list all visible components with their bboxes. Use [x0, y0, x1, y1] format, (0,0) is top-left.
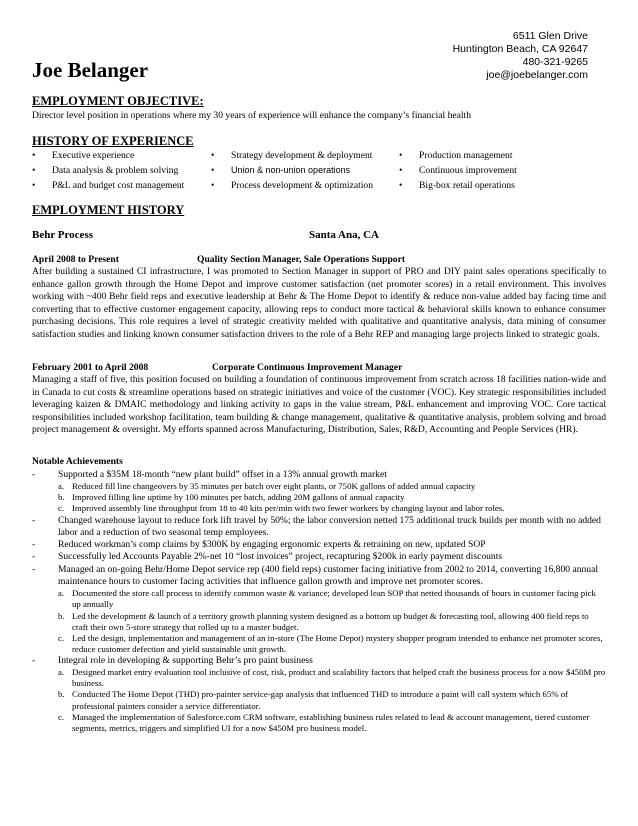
- objective-text: Director level position in operations where my 30 years of experience will enhance the company’s financial health: [32, 110, 472, 121]
- achievement-subitem: c. Managed the implementation of Salesforce.com CRM software, establishing business rules related to lead & account management, tiered customer segments, metrics, triggers and simplified UI for a now $450M pro business model.: [58, 711, 590, 733]
- company-name: Behr Process: [32, 229, 93, 241]
- experience-item: Data analysis & problem solving: [52, 165, 179, 176]
- job1-dates: April 2008 to Present: [32, 254, 119, 265]
- experience-item: Process development & optimization: [231, 180, 374, 191]
- history-heading: EMPLOYMENT HISTORY: [32, 203, 185, 217]
- experience-item: Production management: [419, 150, 513, 161]
- job2-title: Corporate Continuous Improvement Manager: [212, 362, 403, 373]
- achievement-item: - Managed an on-going Behr/Home Depot service rep (400 field reps) customer facing initiative from 2002 to 2014, converting 16,800 annual maintenance hours to customer facing activities that influence gallon growth and improve net promoter scores. a. Documented the store call process to identify common waste & variance; developed lean SOP that netted thousands of hours in customer facing pick up annually b. Led the development & launch of a territory growth planning system designed as a bottom up budget & forecasting tool, allowing 400 field reps to craft their own 5-store strategy that rolled up to a master budget. c. Led the design, implementation and management of an in-store (The Home Depot) mystery shopper program intended to enhance net promoter scores, reduce customer defection and yield sustainable unit growth.: [32, 564, 606, 655]
- achievement-subitem: b. Improved filling line uptime by 100 minutes per batch, adding 20M gallons of annual capacity: [58, 492, 405, 503]
- achievement-item: - Integral role in developing & supporting Behr’s pro paint business a. Designed market entry evaluation tool inclusive of cost, risk, product and scalability factors that helped craft the business process for a now $450M pro business. b. Conducted The Home Depot (THD) pro-painter service-gap analysis that influenced THD to introduce a paint will call system which 65% of professional painters consider a service differentiator. c. Managed the implementation of Salesforce.com CRM software, establishing business rules related to lead & account management, tiered customer segments, metrics, triggers and simplified UI for a now $450M pro business model.: [32, 654, 606, 733]
- experience-item: P&L and budget cost management: [52, 180, 185, 191]
- contact-phone: 480-321-9265: [522, 56, 588, 68]
- contact-block: [453, 30, 588, 82]
- achievement-item: - Reduced workman’s comp claims by $300K by engaging ergonomic experts & retraining on new, updated SOP: [32, 539, 486, 551]
- achievement-subitem: b. Conducted The Home Depot (THD) pro-painter service-gap analysis that influenced THD to introduce a paint will call system which 65% of professional painters consider a service differentiator.: [58, 689, 569, 711]
- job2-description: Managing a staff of five, this position focused on building a foundation of continuous improvement from scratch across 18 facilities nation-wide and in Canada to cut costs & streamline operations based on strategic initiatives and voice of the customer (VOC). Key strategic responsibilities included leveraging kaizen & DMAIC methodology and linking activity to gaps in the value stream, P&L enhancement and improving VOC. Core tactical responsibilities included workshop facilitation, team building & change management, qualitative & quantitative analysis, problem solving and broad project management & oversight. My efforts spanned across Manufacturing, Distribution, Sales, R&D, Accounting and People Services (HR).: [32, 374, 606, 436]
- job2-dates: February 2001 to April 2008: [32, 362, 149, 373]
- achievement-subitem: a. Documented the store call process to identify common waste & variance; developed lean SOP that netted thousands of hours in customer facing pick up annually: [58, 588, 596, 610]
- experience-row: • Executive experience • Strategy development & deployment • Production management: [32, 150, 606, 165]
- contact-street: 6511 Glen Drive: [512, 30, 588, 42]
- achievement-subitem: a. Designed market entry evaluation tool inclusive of cost, risk, product and scalability factors that helped craft the business process for a now $450M pro business.: [58, 667, 606, 689]
- achievement-subitem: a. Reduced fill line changeovers by 35 minutes per batch over eight plants, or 750K gallons of added annual capacity: [58, 481, 476, 492]
- achievements-list: [32, 469, 606, 734]
- experience-row: • P&L and budget cost management • Process development & optimization • Big-box retail operations: [32, 180, 606, 195]
- experience-row: • Data analysis & problem solving • Union & non-union operations • Continuous improvement: [32, 165, 606, 180]
- experience-item: Big-box retail operations: [419, 180, 515, 191]
- achievement-subitem: c. Improved assembly line throughput from 18 to 40 kits per/min with two fewer workers by changing layout and labor roles.: [58, 503, 505, 514]
- experience-heading: HISTORY OF EXPERIENCE: [32, 134, 194, 148]
- contact-email[interactable]: joe@joebelanger.com: [486, 69, 588, 81]
- job1-title: Quality Section Manager, Sale Operations Support: [197, 254, 406, 265]
- experience-item: Union & non-union operations: [231, 165, 351, 175]
- experience-grid: [32, 150, 606, 195]
- achievement-item: - Successfully led Accounts Payable 2%-net 10 “lost invoices” project, recapturing $200k in early payment discounts: [32, 551, 503, 563]
- candidate-name: Joe Belanger: [32, 58, 149, 82]
- achievement-item: - Changed warehouse layout to reduce fork lift travel by 50%; the labor conversion netted 175 additional truck builds per month with no added labor and a reduction of two seasonal temp employees.: [32, 514, 601, 538]
- company-location: Santa Ana, CA: [309, 229, 379, 241]
- experience-item: Continuous improvement: [419, 165, 517, 176]
- achievement-subitem: b. Led the development & launch of a territory growth planning system designed as a bottom up budget & forecasting tool, allowing 400 field reps to craft their own 5-store strategy that rolled up to a master budget.: [58, 610, 589, 632]
- job1-description: After building a sustained CI infrastructure, I was promoted to Section Manager in support of PRO and DIY paint sales operations specifically to enhance gallon growth through the Home Depot and improve customer satisfaction (net promoter scores) in a retail environment. This involves working with ~400 Behr field reps and executive leadership at Behr & The Home Depot to identify & reduce non-value added bay facing time and converting that to effective customer engagement capacity, allowing reps to conduct more tactical & behavioral skills known to enhance consumer purchasing decisions. This role requires a level of strategic creativity melded with qualitative and quantitative analysis, data mining of consumer satisfaction studies and linking known consumer satisfaction drivers to the role of a Behr REP and managing large projects linked to strategic goals.: [32, 266, 606, 340]
- objective-heading: EMPLOYMENT OBJECTIVE:: [32, 94, 204, 108]
- experience-item: Strategy development & deployment: [231, 150, 373, 161]
- achievements-heading: Notable Achievements: [32, 456, 123, 467]
- achievement-item: - Supported a $35M 18-month “new plant build” offset in a 13% annual growth market a. Reduced fill line changeovers by 35 minutes per batch over eight plants, or 750K gallons of added annual capacity b. Improved filling line uptime by 100 minutes per batch, adding 20M gallons of annual capacity c. Improved assembly line throughput from 18 to 40 kits per/min with two fewer workers by changing layout and labor roles.: [32, 469, 606, 515]
- experience-item: Executive experience: [52, 150, 135, 161]
- contact-city: Huntington Beach, CA 92647: [452, 43, 588, 55]
- achievement-subitem: c. Led the design, implementation and management of an in-store (The Home Depot) mystery shopper program intended to enhance net promoter scores, reduce customer defection and yield sustainable unit growth.: [58, 632, 603, 654]
